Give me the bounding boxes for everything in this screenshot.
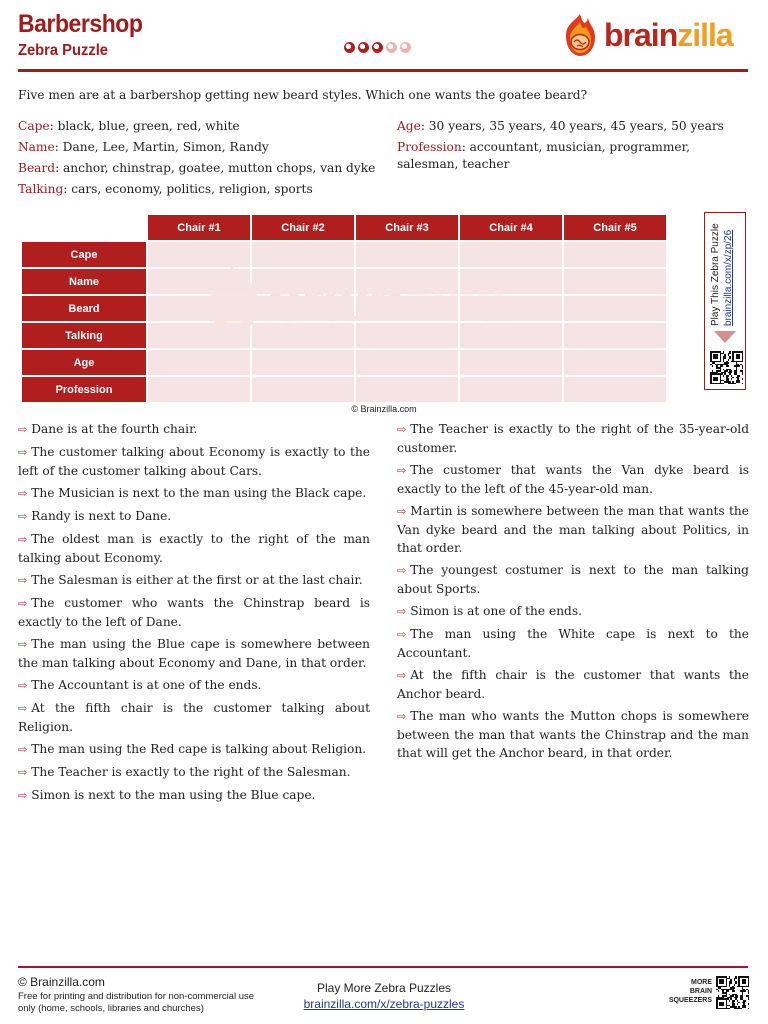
logo-part-brain: brain	[604, 16, 678, 53]
grid-row	[22, 323, 666, 348]
grid-cell[interactable]	[460, 323, 562, 348]
play-online-text[interactable]	[709, 223, 735, 326]
clue-text: The Teacher is exactly to the right of the Salesman.	[31, 765, 351, 779]
category-label: Talking	[18, 182, 64, 196]
category-label: Age	[397, 119, 421, 133]
grid-cell[interactable]	[252, 350, 354, 375]
arrow-right-icon: ⇨	[18, 789, 28, 802]
clue-item	[18, 443, 370, 480]
arrow-right-icon: ⇨	[18, 679, 28, 692]
more-brain-squeezers	[664, 978, 712, 1005]
grid-cell[interactable]	[356, 269, 458, 294]
brain-flame-icon	[560, 12, 600, 58]
grid-cell[interactable]	[564, 350, 666, 375]
clue-text: The oldest man is exactly to the right of the man talking about Economy.	[18, 532, 370, 565]
arrow-right-icon: ⇨	[397, 505, 407, 518]
grid-cell[interactable]	[460, 269, 562, 294]
clue-text: Simon is next to the man using the Blue cape.	[31, 788, 316, 802]
puzzle-question: Five men are at a barbershop getting new beard styles. Which one wants the goatee beard?	[18, 88, 588, 102]
grid-cell[interactable]	[356, 296, 458, 321]
puzzle-title: Barbershop	[18, 10, 143, 38]
footer-center	[0, 980, 768, 1012]
footer-copyright: © Brainzilla.com	[18, 975, 105, 989]
clue-item	[18, 571, 370, 590]
category-values: : black, blue, green, red, white	[49, 119, 240, 133]
clue-item	[397, 625, 749, 662]
category-beard	[18, 160, 388, 177]
qr-code-icon[interactable]	[710, 351, 743, 384]
footer-usage-note: Free for printing and distribution for non-commercial use only (home, schools, libraries and churches)	[18, 991, 255, 1014]
arrow-right-icon: ⇨	[397, 669, 407, 682]
play-more-link[interactable]: brainzilla.com/x/zebra-puzzles	[303, 997, 465, 1011]
category-values: : 30 years, 35 years, 40 years, 45 years, 50 years	[420, 119, 724, 133]
grid-copyright: © Brainzilla.com	[351, 404, 417, 414]
grid-row	[22, 242, 666, 267]
grid-row-header: Cape	[22, 242, 146, 267]
play-online-link[interactable]: brainzilla.com/x/zp/26	[723, 229, 734, 326]
clue-item	[18, 786, 370, 805]
grid-cell[interactable]	[252, 377, 354, 402]
category-profession	[397, 139, 752, 173]
arrow-right-icon: ⇨	[18, 446, 28, 459]
grid-cell[interactable]	[564, 377, 666, 402]
grid-column-header: Chair #5	[564, 215, 666, 240]
clue-item	[397, 602, 749, 621]
clue-item	[18, 635, 370, 672]
clue-item	[397, 666, 749, 703]
play-more-label: Play More Zebra Puzzles	[316, 981, 452, 995]
clue-text: The man using the Blue cape is somewhere between the man talking about Economy and Dane, in that order.	[18, 637, 370, 670]
clue-item	[397, 502, 749, 557]
grid-cell[interactable]	[460, 242, 562, 267]
grid-cell[interactable]	[356, 242, 458, 267]
difficulty-dot-icon	[400, 42, 411, 53]
solution-grid	[20, 213, 668, 404]
clue-text: The Salesman is either at the first or at the last chair.	[31, 573, 363, 587]
qr-code-icon[interactable]	[716, 976, 749, 1009]
clue-text: The Musician is next to the man using the Black cape.	[31, 486, 367, 500]
clue-text: The Accountant is at one of the ends.	[31, 678, 262, 692]
more-line-1: MORE	[691, 979, 712, 986]
category-label: Beard	[18, 161, 56, 175]
brainzilla-logo[interactable]	[560, 12, 733, 58]
grid-row	[22, 269, 666, 294]
arrow-right-icon: ⇨	[18, 423, 28, 436]
arrow-right-icon: ⇨	[18, 574, 28, 587]
clues-right	[397, 420, 749, 766]
clue-text: Dane is at the fourth chair.	[31, 422, 198, 436]
arrow-right-icon: ⇨	[397, 564, 407, 577]
difficulty-dot-icon	[344, 42, 355, 53]
category-name	[18, 139, 388, 156]
clue-text: The customer who wants the Chinstrap beard is exactly to the left of Dane.	[18, 596, 370, 629]
categories-left	[18, 118, 388, 202]
arrow-right-icon: ⇨	[397, 423, 407, 436]
clue-text: Randy is next to Dane.	[31, 509, 172, 523]
grid-column-header: Chair #3	[356, 215, 458, 240]
arrow-right-icon: ⇨	[18, 597, 28, 610]
grid-cell[interactable]	[148, 269, 250, 294]
clue-text: The man who wants the Mutton chops is somewhere between the man that wants the Chinstrap and the man that will get the Anchor beard, in that order.	[397, 709, 749, 760]
grid-corner	[22, 215, 146, 240]
clues-left	[18, 420, 370, 809]
grid-cell[interactable]	[564, 242, 666, 267]
clue-text: Martin is somewhere between the man that wants the Van dyke beard and the man talking about Politics, in that order.	[397, 504, 749, 555]
grid-cell[interactable]	[252, 296, 354, 321]
header-divider	[18, 69, 748, 72]
arrow-right-icon: ⇨	[18, 533, 28, 546]
clue-item	[18, 530, 370, 567]
grid-cell[interactable]	[148, 323, 250, 348]
difficulty-rating	[344, 42, 411, 53]
grid-cell[interactable]	[148, 350, 250, 375]
clue-item	[18, 763, 370, 782]
clue-text: At the fifth chair is the customer talking about Religion.	[18, 701, 370, 734]
grid-cell[interactable]	[252, 323, 354, 348]
grid-row-header: Profession	[22, 377, 146, 402]
grid-row	[22, 296, 666, 321]
arrow-right-icon: ⇨	[397, 605, 407, 618]
clue-item	[18, 507, 370, 526]
clue-item	[18, 484, 370, 503]
categories-right	[397, 118, 752, 177]
clue-text: The customer talking about Economy is exactly to the left of the customer talking about Cars.	[18, 445, 370, 478]
clue-text: The Teacher is exactly to the right of the 35-year-old customer.	[397, 422, 749, 455]
grid-cell[interactable]	[356, 377, 458, 402]
grid-cell[interactable]	[148, 242, 250, 267]
category-values: : Dane, Lee, Martin, Simon, Randy	[54, 140, 269, 154]
more-line-2: BRAIN	[689, 988, 712, 995]
arrow-right-icon: ⇨	[18, 766, 28, 779]
grid-column-header: Chair #2	[252, 215, 354, 240]
clue-item	[18, 740, 370, 759]
clue-text: The man using the Red cape is talking about Religion.	[31, 742, 367, 756]
clue-text: At the fifth chair is the customer that wants the Anchor beard.	[397, 668, 749, 701]
clue-item	[397, 461, 749, 498]
category-age	[397, 118, 752, 135]
category-values: : accountant, musician, programmer, salesman, teacher	[397, 140, 690, 171]
grid-cell[interactable]	[252, 242, 354, 267]
category-label: Profession	[397, 140, 462, 154]
grid-cell[interactable]	[252, 269, 354, 294]
grid-cell[interactable]	[148, 377, 250, 402]
grid-cell[interactable]	[460, 296, 562, 321]
clue-text: The man using the White cape is next to the Accountant.	[397, 627, 749, 660]
arrow-right-icon: ⇨	[397, 628, 407, 641]
grid-row-header: Beard	[22, 296, 146, 321]
arrow-right-icon: ⇨	[397, 464, 407, 477]
category-label: Name	[18, 140, 55, 154]
category-values: : cars, economy, politics, religion, sports	[63, 182, 313, 196]
difficulty-dot-icon	[372, 42, 383, 53]
category-talking	[18, 181, 388, 198]
grid-column-header: Chair #4	[460, 215, 562, 240]
grid-cell[interactable]	[460, 377, 562, 402]
puzzle-subtitle: Zebra Puzzle	[18, 42, 108, 59]
grid-cell[interactable]	[460, 350, 562, 375]
grid-cell[interactable]	[564, 323, 666, 348]
category-values: : anchor, chinstrap, goatee, mutton chops, van dyke	[55, 161, 376, 175]
difficulty-dot-icon	[358, 42, 369, 53]
clue-item	[397, 561, 749, 598]
clue-item	[18, 699, 370, 736]
arrow-right-icon: ⇨	[18, 702, 28, 715]
clue-text: Simon is at one of the ends.	[410, 604, 582, 618]
arrow-right-icon: ⇨	[18, 638, 28, 651]
play-online-panel[interactable]	[704, 212, 746, 390]
arrow-down-icon	[714, 331, 736, 343]
grid-row-header: Name	[22, 269, 146, 294]
clue-item	[18, 594, 370, 631]
arrow-right-icon: ⇨	[18, 487, 28, 500]
category-cape	[18, 118, 388, 135]
grid-row	[22, 350, 666, 375]
clue-text: The customer that wants the Van dyke beard is exactly to the left of the 45-year-old man.	[397, 463, 749, 496]
category-label: Cape	[18, 119, 50, 133]
grid-column-header: Chair #1	[148, 215, 250, 240]
arrow-right-icon: ⇨	[397, 710, 407, 723]
clue-text: The youngest costumer is next to the man talking about Sports.	[397, 563, 749, 596]
logo-wordmark	[604, 17, 733, 54]
grid-row-header: Talking	[22, 323, 146, 348]
more-line-3: SQUEEZERS	[668, 997, 712, 1004]
grid-cell[interactable]	[564, 296, 666, 321]
arrow-right-icon: ⇨	[18, 510, 28, 523]
clue-item	[397, 420, 749, 457]
grid-row	[22, 377, 666, 402]
difficulty-dot-icon	[386, 42, 397, 53]
grid-cell[interactable]	[356, 350, 458, 375]
footer-divider	[18, 966, 748, 968]
play-online-label: Play This Zebra Puzzle	[710, 223, 721, 326]
grid-cell[interactable]	[564, 269, 666, 294]
grid-row-header: Age	[22, 350, 146, 375]
clue-item	[18, 676, 370, 695]
clue-item	[18, 420, 370, 439]
grid-cell[interactable]	[356, 323, 458, 348]
grid-cell[interactable]	[148, 296, 250, 321]
logo-part-zilla: zilla	[677, 16, 733, 53]
clue-item	[397, 707, 749, 762]
arrow-right-icon: ⇨	[18, 743, 28, 756]
